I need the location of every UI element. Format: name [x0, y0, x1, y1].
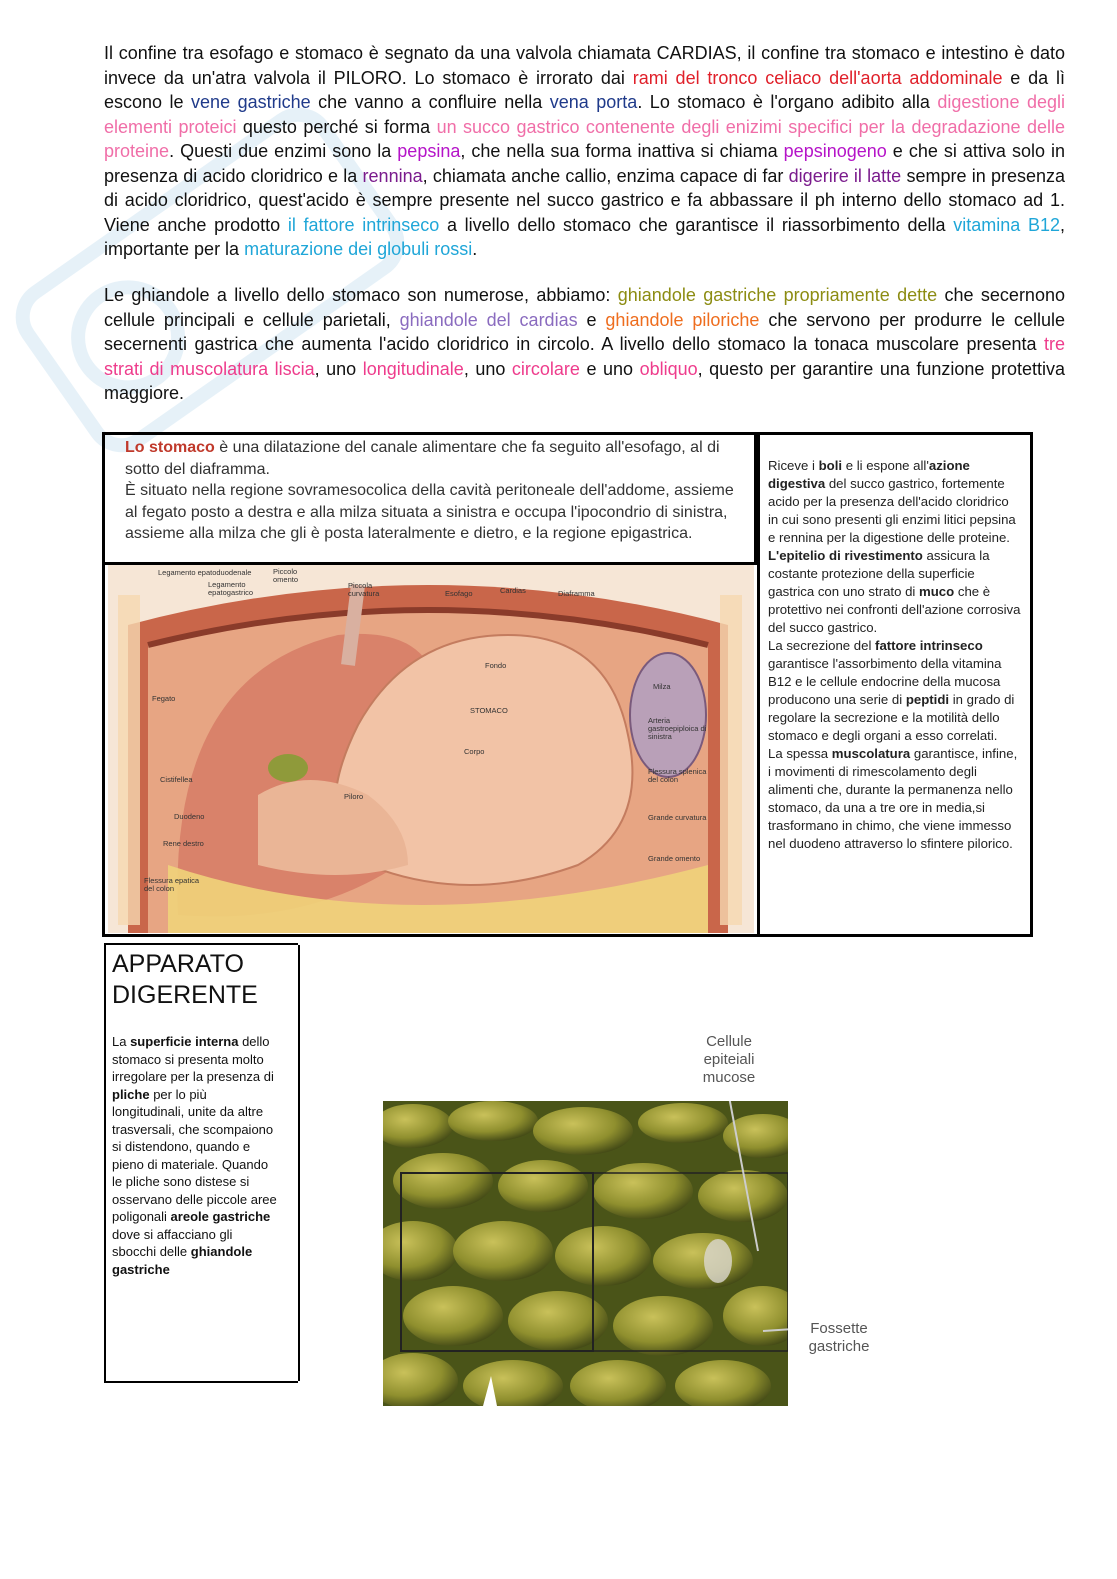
text-segment: che è protettivo nei confronti dell'azione corrosiva del succo gastrico. — [768, 584, 1021, 635]
text-segment: , uno — [463, 358, 512, 379]
highlight-longitudinal: longitudinale — [362, 358, 464, 379]
highlight-celiac-trunk: rami del tronco celiaco dell'aorta addominale — [632, 67, 1003, 88]
text-segment: per lo più longitudinali, unite da altre trasversali, che scompaiono si distendono, quando e pieno di materiale. Quando le pliche sono distese si osservano delle piccole aree poligonali — [112, 1086, 277, 1224]
text-segment: e da lì escono le — [104, 67, 1065, 112]
text-segment: che secernono cellule principali e cellule parietali, — [104, 285, 1065, 330]
text-segment: sempre in presenza di acido cloridrico, quest'acido è sempre presente nel succo gastrico e fa abbassare il ph interno dello stomaco ad 1. Viene anche prodotto — [104, 165, 1065, 235]
text-segment: La — [112, 1034, 131, 1049]
label-hepatic-flexure: Flessura epatica del colon — [144, 876, 200, 893]
label-esophagus: Esofago — [445, 589, 473, 598]
stomach-term: Lo stomaco — [125, 439, 215, 456]
label-spleen: Milza — [653, 682, 671, 691]
text-segment: , che nella sua forma inattiva si chiama — [460, 141, 784, 161]
highlight-rennin: rennina — [362, 165, 423, 186]
highlight-pyloric-glands: ghiandole piloriche — [605, 309, 760, 330]
text-segment: e che si attiva solo in presenza di acido cloridrico e la — [104, 141, 1065, 186]
stomach-function-text — [757, 435, 1030, 934]
highlight-circular: circolare — [511, 358, 580, 379]
label-liver: Fegato — [152, 694, 176, 703]
text-segment: e — [577, 309, 606, 330]
text-segment: garantisce l'assorbimento della vitamina B12 e le cellule endocrine della mucosa producono una serie di — [768, 656, 1002, 707]
label-fundus: Fondo — [485, 661, 507, 670]
bold-term: L'epitelio di rivestimento — [768, 548, 923, 563]
anatomy-drawing — [108, 565, 754, 933]
text-segment: . Lo stomaco è l'organo adibito alla — [637, 92, 938, 112]
digestive-system-box — [104, 943, 298, 1383]
label-duodenum: Duodeno — [174, 812, 205, 821]
highlight-gastric-veins: vene gastriche — [191, 92, 311, 112]
label-diaphragm: Diaframma — [558, 589, 595, 598]
bold-term: pliche — [112, 1086, 150, 1102]
micrograph-drawing — [383, 1101, 788, 1406]
bold-term: fattore intrinseco — [875, 638, 983, 653]
label-greater-omentum: Grande omento — [648, 854, 701, 863]
label-body: Corpo — [464, 747, 485, 756]
highlight-pepsin: pepsina — [397, 141, 461, 161]
text-segment: del succo gastrico, fortemente acido per la presenza dell'acido cloridrico in cui sono presenti gli enzimi litici pepsina e rennina per la digestione delle proteine. — [768, 476, 1016, 545]
text-segment: garantisce, infine, i movimenti di rimescolamento degli alimenti che, durante la permanenza nello stomaco, da una a tre ore in media,si trasformano in chimo, che viene immesso nel duodeno attraverso lo sfintere pilorico. — [768, 746, 1018, 851]
highlight-oblique: obliquo — [639, 358, 698, 379]
highlight-vitamin-b12: vitamina B12 — [953, 214, 1060, 235]
text-segment: , uno — [314, 358, 363, 379]
bold-term: muscolatura — [831, 746, 911, 761]
highlight-intrinsic-factor: il fattore intrinseco — [287, 214, 440, 235]
text-segment: È situato nella regione sovramesocolica della cavità peritoneale dell'addome, assieme al fegato posto a destra e alla milza situata a sinistra e occupa l'ipocondrio di sinistra, assieme alla milza che gli è posta lateralmente e dietro, e la regione epigastrica. — [125, 482, 734, 542]
label-hepatoduodenal-ligament: Legamento epatoduodenale — [158, 568, 252, 577]
text-segment: Le ghiandole a livello dello stomaco son numerose, abbiamo: — [104, 285, 618, 305]
box-border — [298, 945, 300, 1381]
text-segment: dove si affacciano gli sbocchi delle — [112, 1226, 233, 1259]
text-segment: . — [472, 239, 478, 259]
text-segment: La secrezione del — [768, 638, 876, 653]
highlight-pepsinogen: pepsinogeno — [783, 141, 887, 161]
title-line: DIGERENTE — [112, 981, 258, 1009]
text-segment: a livello dello stomaco che garantisce il riassorbimento della — [439, 214, 954, 235]
highlight-smooth-muscle: tre strati di muscolatura liscia — [104, 334, 1065, 379]
label-gallbladder: Cistifellea — [160, 775, 193, 784]
highlight-cardiac-glands: ghiandole del cardias — [399, 309, 578, 330]
highlight-red-cells: maturazione dei globuli rossi — [244, 239, 473, 259]
stomach-intro-text — [105, 435, 757, 565]
label-splenic-flexure: Flessura splenica del colon — [648, 767, 707, 784]
highlight-gastric-juice: un succo gastrico contenente degli enizimi specifici per la degradazione delle proteine — [104, 116, 1065, 161]
bold-term: ghiandole gastriche — [112, 1244, 253, 1277]
text-segment: Riceve i — [768, 458, 819, 473]
text-segment: , importante per la — [104, 214, 1065, 259]
bold-term: muco — [919, 584, 955, 599]
highlight-protein-digestion: digestione degli elementi proteici — [104, 92, 1065, 137]
text-segment: e uno — [579, 358, 640, 379]
label-stomach: STOMACO — [470, 706, 508, 715]
bold-term: areole gastriche — [170, 1209, 271, 1224]
text-segment: dello stomaco si presenta molto irregolare per la presenza di — [112, 1034, 274, 1084]
highlight-portal-vein: vena porta — [549, 92, 638, 112]
text-segment: La spessa — [768, 746, 832, 761]
bold-term: peptidi — [905, 692, 950, 707]
label-mucous-epithelial-cells: Cellule epiteiali mucose — [702, 1033, 756, 1086]
text-segment: è una dilatazione del canale alimentare che fa seguito all'esofago, al di sotto del diaframma. — [125, 439, 720, 478]
text-segment: che servono per produrre le cellule secernenti gastrica che aumenta l'acido cloridrico in circolo. A livello dello stomaco la tonaca muscolare presenta — [104, 309, 1066, 354]
text-segment: , chiamata anche callio, enzima capace di far — [422, 165, 789, 186]
bold-term: superficie interna — [130, 1034, 239, 1049]
label-lesser-curvature: Piccola curvatura — [348, 581, 380, 598]
text-segment: assicura la costante protezione della superficie gastrica con uno strato di — [768, 548, 990, 599]
text-segment: e li espone all' — [842, 458, 929, 473]
glands-paragraph — [104, 283, 1065, 406]
text-segment: Il confine tra esofago e stomaco è segnato da una valvola chiamata CARDIAS, il confine tra stomaco e intestino è dato invece da un'atra valvola il PILORO. Lo stomaco è irrorato dai — [104, 43, 1065, 88]
gastric-mucosa-micrograph — [383, 1101, 788, 1406]
label-hepatogastric-ligament: Legamento epatogastrico — [208, 580, 254, 597]
title-line: APPARATO — [112, 950, 244, 978]
highlight-digest-milk: digerire il latte — [788, 165, 902, 186]
label-right-kidney: Rene destro — [163, 839, 204, 848]
bold-term: boli — [818, 458, 843, 473]
inner-surface-text — [112, 1033, 280, 1278]
text-segment: questo perché si forma — [236, 116, 437, 137]
text-segment: , questo per garantire una funzione protettiva maggiore. — [104, 358, 1066, 403]
bold-term: azione digestiva — [768, 458, 970, 491]
text-segment: . Questi due enzimi sono la — [169, 141, 398, 161]
intro-paragraph — [104, 41, 1065, 262]
label-gastroepiploic-artery: Arteria gastroepiploica di sinistra — [648, 716, 707, 741]
label-greater-curvature: Grande curvatura — [648, 813, 707, 822]
label-lesser-omentum: Piccolo omento — [273, 567, 299, 584]
text-segment: in grado di regolare la secrezione e la motilità dello stomaco e degli organi a esso correlati. — [768, 692, 1015, 743]
label-cardia: Cardias — [500, 586, 526, 595]
text-segment: che vanno a confluire nella — [310, 92, 550, 112]
highlight-gastric-glands: ghiandole gastriche propriamente dette — [617, 285, 938, 305]
stomach-figure-box — [102, 432, 1033, 937]
stomach-anatomy-illustration — [108, 565, 754, 933]
digestive-title — [112, 949, 258, 1011]
label-pylorus: Piloro — [344, 792, 364, 801]
label-gastric-pits: Fossette gastriche — [808, 1320, 870, 1355]
